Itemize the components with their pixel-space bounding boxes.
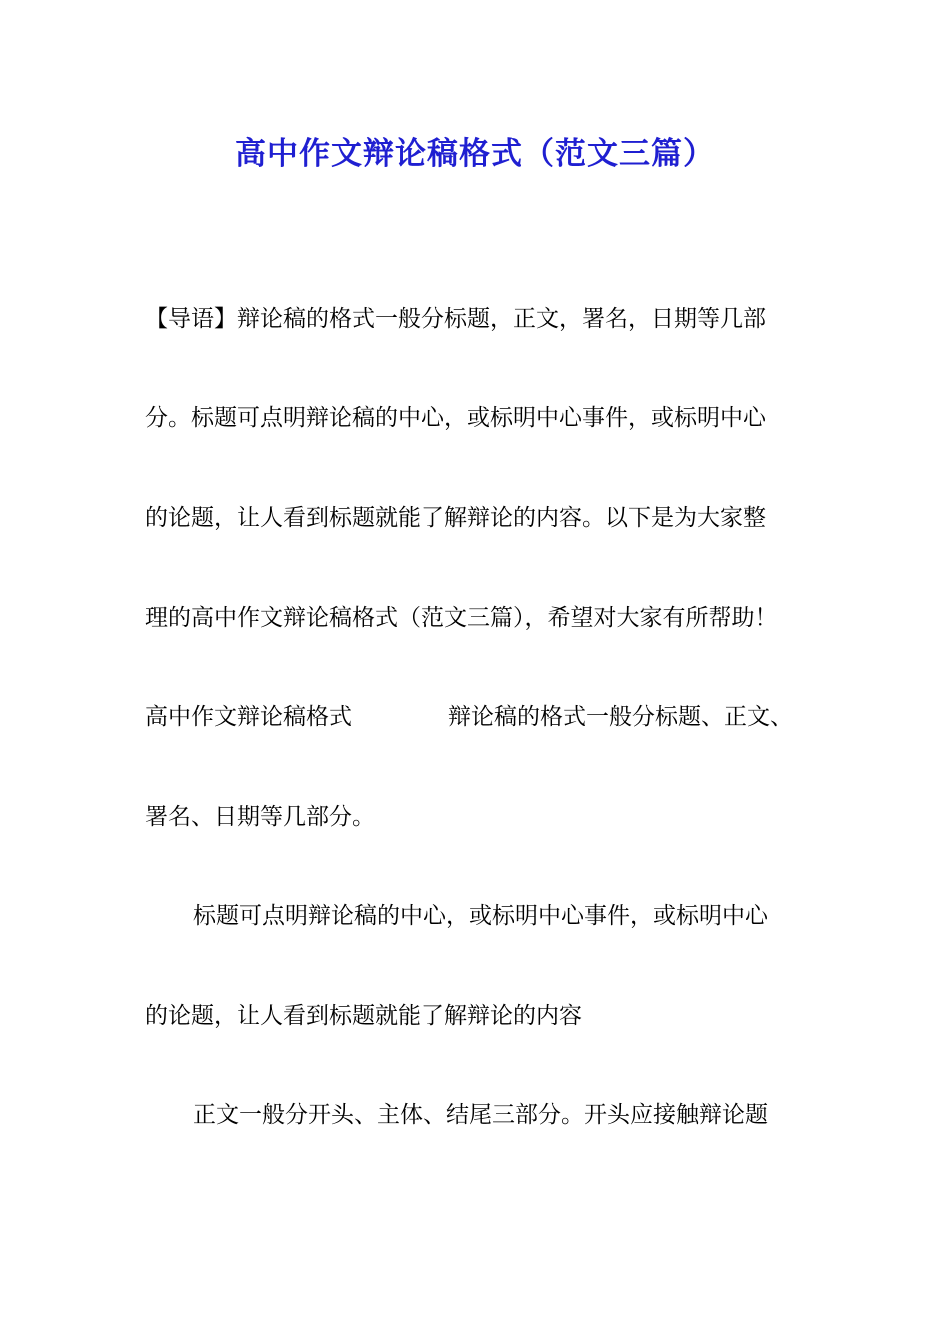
- intro-line-1: 【导语】辩论稿的格式一般分标题，正文，署名，日期等几部: [145, 306, 766, 332]
- intro-line-2: 分。标题可点明辩论稿的中心，或标明中心事件，或标明中心: [145, 405, 766, 431]
- paragraph-2-line-2: 的论题，让人看到标题就能了解辩论的内容: [145, 1003, 582, 1029]
- paragraph-2-line-1: 标题可点明辩论稿的中心，或标明中心事件，或标明中心: [193, 903, 768, 929]
- intro-line-4: 理的高中作文辩论稿格式（范文三篇），希望对大家有所帮助！: [145, 605, 778, 631]
- section-continuation: 署名、日期等几部分。: [145, 804, 375, 830]
- section-heading: 高中作文辩论稿格式: [145, 704, 352, 730]
- document-title: 高中作文辩论稿格式（范文三篇）: [235, 136, 715, 172]
- intro-line-3: 的论题，让人看到标题就能了解辩论的内容。以下是为大家整: [145, 505, 766, 531]
- paragraph-3-line-1: 正文一般分开头、主体、结尾三部分。开头应接触辩论题: [193, 1102, 768, 1128]
- section-first-text: 辩论稿的格式一般分标题、正文、: [448, 704, 793, 730]
- section-line: [145, 700, 793, 734]
